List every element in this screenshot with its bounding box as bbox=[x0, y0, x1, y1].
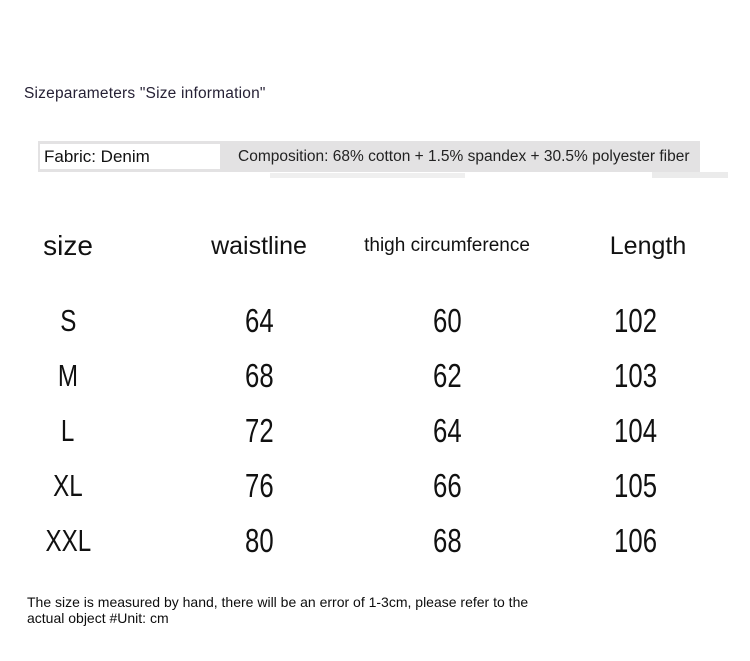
thigh-value: 64 bbox=[432, 411, 462, 449]
column-header-thigh-circumference: thigh circumference bbox=[364, 235, 530, 256]
length-value: 102 bbox=[614, 301, 658, 339]
waistline-value: 76 bbox=[244, 466, 274, 504]
waistline-value: 64 bbox=[244, 301, 274, 339]
thigh-value: 66 bbox=[432, 466, 462, 504]
table-cell-length bbox=[504, 348, 750, 403]
column-header-length: Length bbox=[609, 231, 687, 260]
table-cell-length bbox=[504, 403, 750, 458]
table-cell-thigh bbox=[390, 513, 504, 568]
length-value: 103 bbox=[614, 356, 658, 394]
table-row-size-label bbox=[8, 458, 128, 513]
size-value: XL bbox=[53, 467, 83, 503]
table-cell-thigh bbox=[390, 293, 504, 348]
measurement-note bbox=[27, 595, 528, 626]
length-value: 106 bbox=[614, 521, 658, 559]
size-value: XXL bbox=[45, 522, 91, 558]
artifact-smudge bbox=[270, 173, 465, 178]
thigh-value: 68 bbox=[432, 521, 462, 559]
table-cell-length bbox=[504, 513, 750, 568]
column-header-waistline: waistline bbox=[211, 231, 307, 260]
measurement-note-line2: actual object #Unit: cm bbox=[27, 609, 169, 626]
table-cell-waistline bbox=[128, 513, 390, 568]
table-cell-thigh bbox=[390, 348, 504, 403]
waistline-value: 72 bbox=[244, 411, 274, 449]
page-title: Sizeparameters "Size information" bbox=[24, 85, 266, 102]
table-cell-waistline bbox=[128, 458, 390, 513]
column-header-size: size bbox=[43, 230, 93, 261]
waistline-value: 80 bbox=[244, 521, 274, 559]
fabric-label: Fabric: Denim bbox=[40, 144, 220, 169]
length-value: 105 bbox=[614, 466, 658, 504]
size-value: L bbox=[61, 412, 75, 448]
waistline-value: 68 bbox=[244, 356, 274, 394]
fabric-composition-bar bbox=[38, 141, 700, 172]
table-row-size-label bbox=[8, 403, 128, 458]
table-row-size-label bbox=[8, 293, 128, 348]
thigh-value: 60 bbox=[432, 301, 462, 339]
table-cell-thigh bbox=[390, 458, 504, 513]
length-value: 104 bbox=[614, 411, 658, 449]
table-cell-waistline bbox=[128, 293, 390, 348]
table-cell-length bbox=[504, 293, 750, 348]
table-cell-length bbox=[504, 458, 750, 513]
size-value: S bbox=[59, 302, 77, 338]
table-header-gap bbox=[8, 270, 750, 293]
table-row-size-label bbox=[8, 513, 128, 568]
measurement-note-line1: The size is measured by hand, there will be an error of 1-3cm, please refer to the bbox=[27, 594, 529, 610]
size-table bbox=[8, 222, 750, 568]
artifact-smudge bbox=[652, 172, 728, 178]
composition-text: Composition: 68% cotton + 1.5% spandex + 30.5% polyester fiber bbox=[238, 147, 690, 165]
table-cell-thigh bbox=[390, 403, 504, 458]
size-value: M bbox=[57, 357, 79, 393]
table-cell-waistline bbox=[128, 403, 390, 458]
table-cell-waistline bbox=[128, 348, 390, 403]
table-row-size-label bbox=[8, 348, 128, 403]
thigh-value: 62 bbox=[432, 356, 462, 394]
